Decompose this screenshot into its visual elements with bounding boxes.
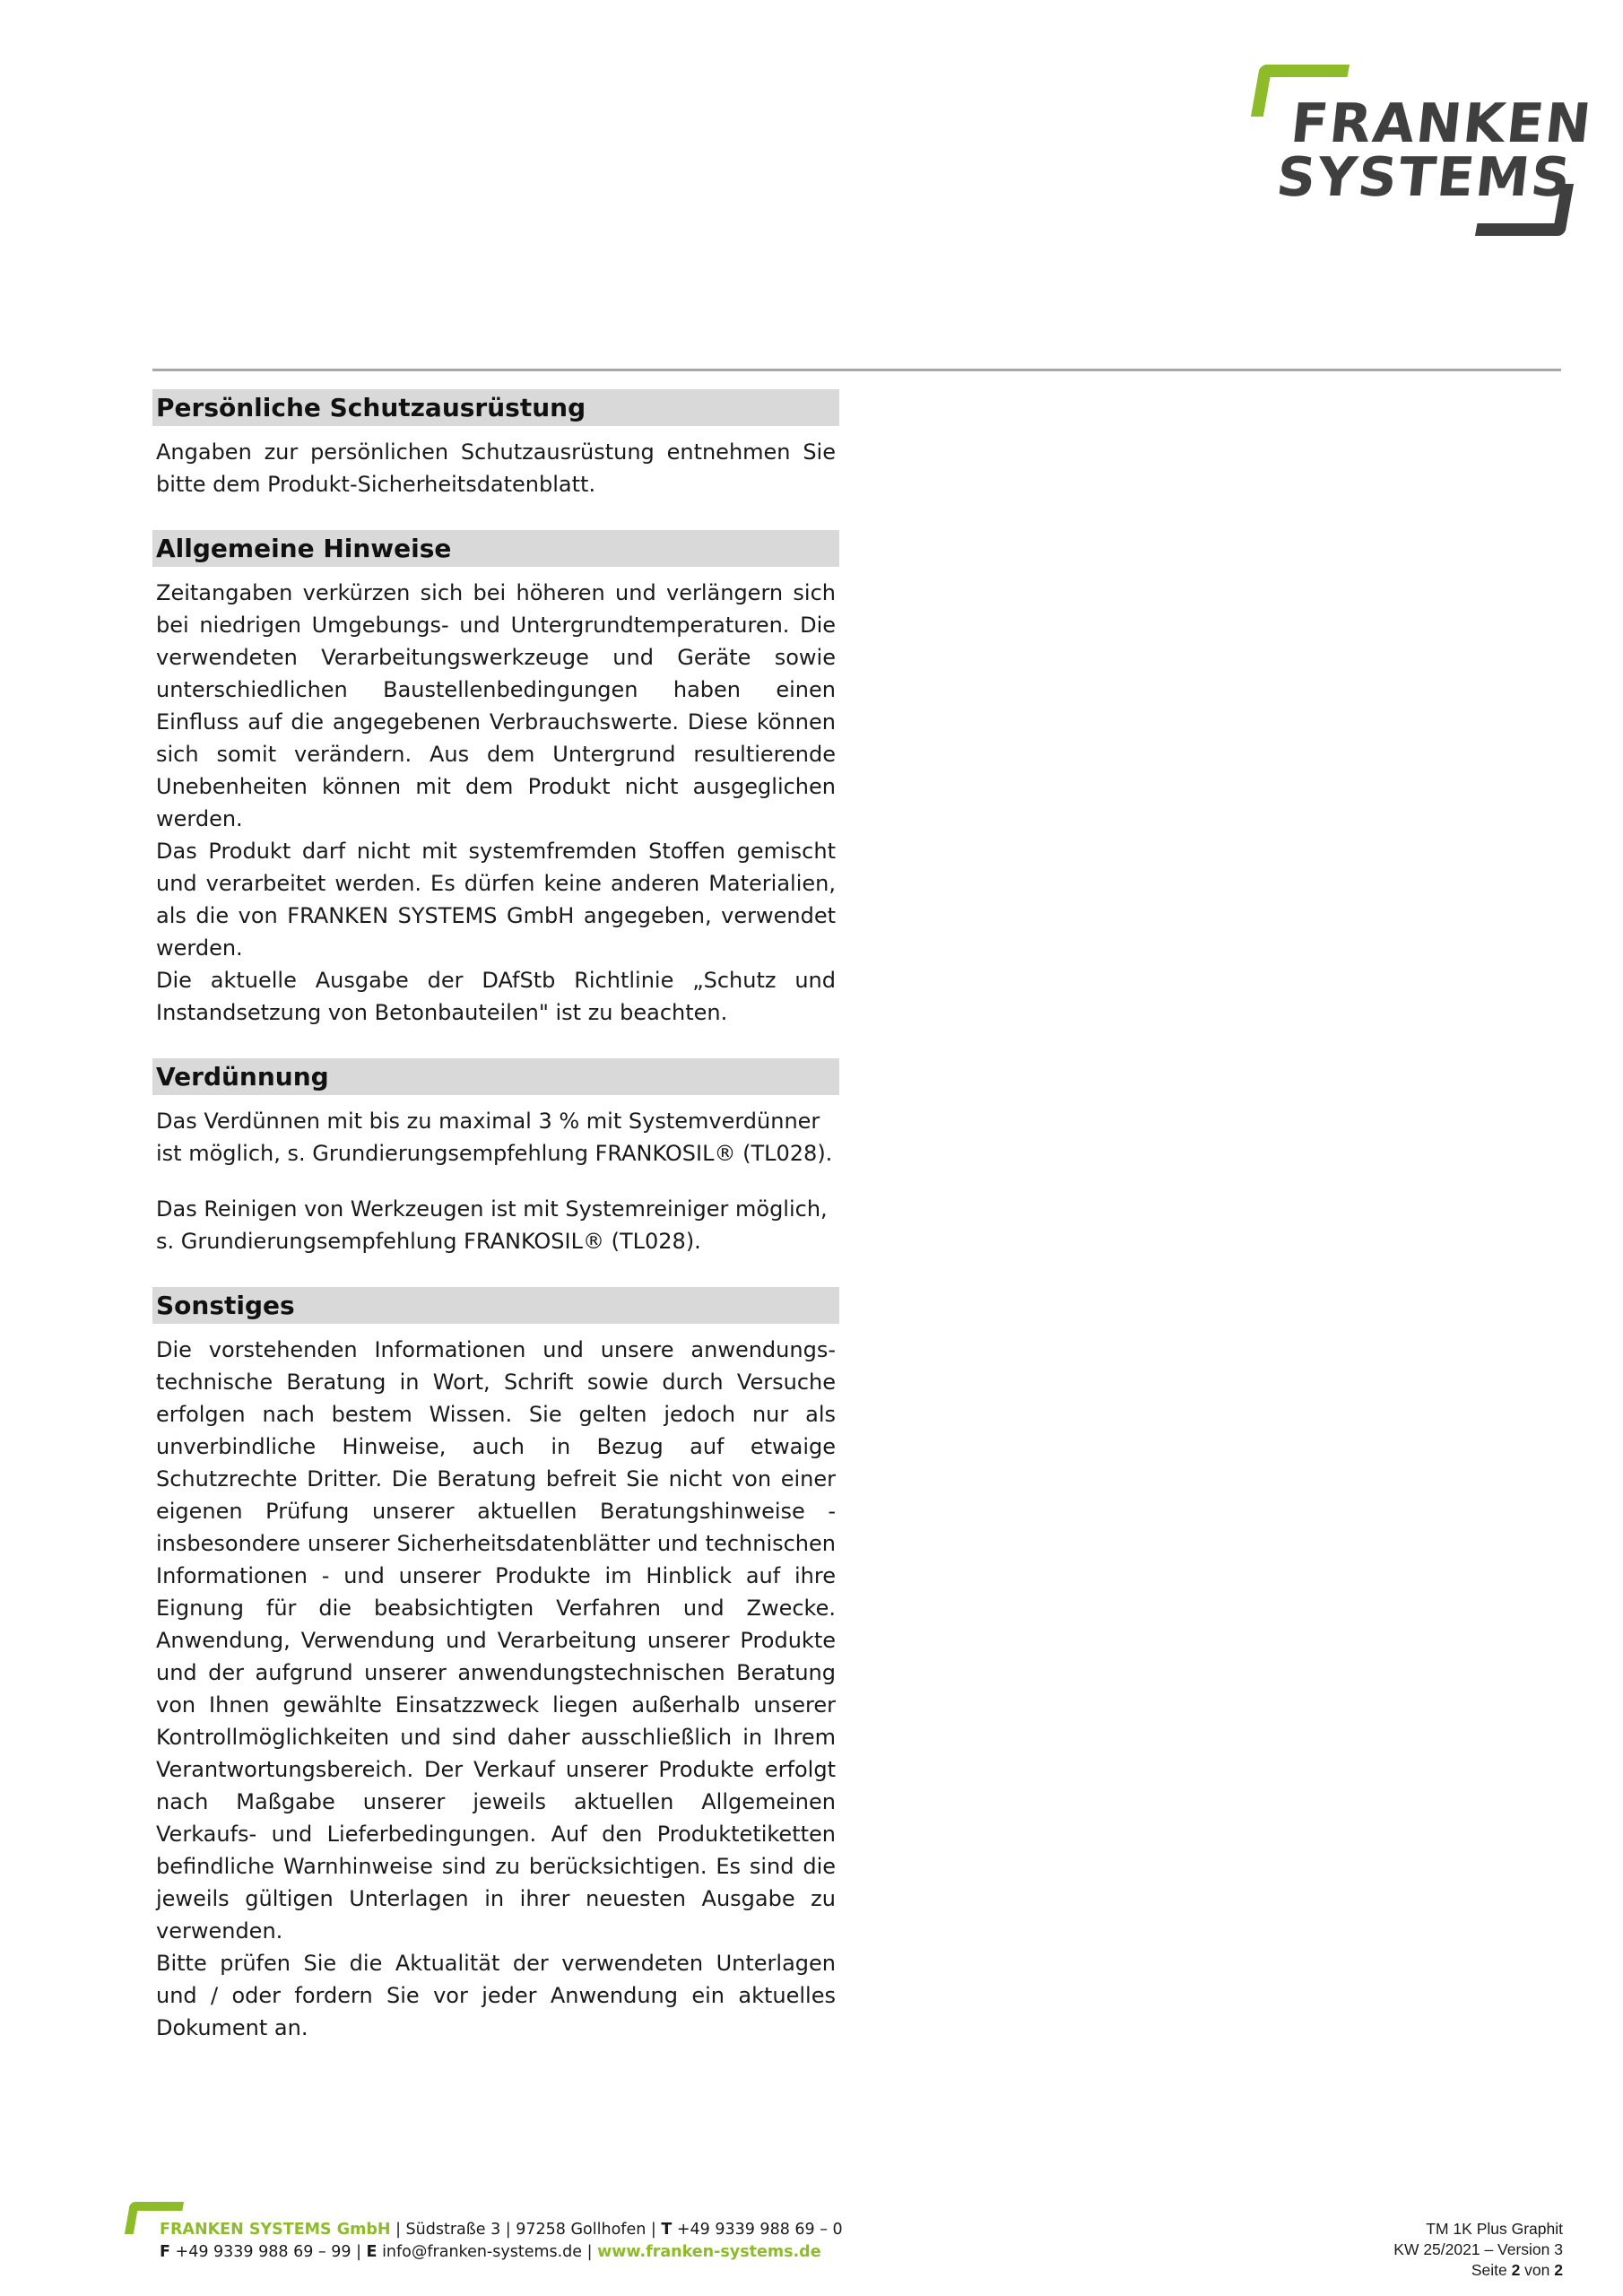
footer-line-1 xyxy=(160,2219,843,2241)
footer-document-info xyxy=(1393,2219,1563,2281)
section-paragraph: Das Verdünnen mit bis zu maximal 3 % mit Systemverdünner ist möglich, s. Grundierungsempfehlung FRANKOSIL® (TL028). xyxy=(156,1109,833,1166)
section-paragraph: Die aktuelle Ausgabe der DAfStb Richtlinie „Schutz und Instandsetzung von Betonbauteilen" ist zu beachten. xyxy=(156,968,836,1025)
paragraph-spacer xyxy=(152,1170,839,1193)
logo-text-line1: FRANKEN xyxy=(1288,92,1596,155)
document-body xyxy=(152,389,839,2044)
footer-line-2 xyxy=(160,2241,843,2264)
page-mid: von xyxy=(1520,2261,1555,2279)
footer-website-link[interactable]: www.franken-systems.de xyxy=(597,2243,821,2261)
section-paragraph: Angaben zur persönlichen Schutzausrüstung entnehmen Sie bitte dem Produkt-Sicherheitsdatenblatt. xyxy=(156,439,836,497)
logo-text-line2: SYSTEMS xyxy=(1273,146,1575,209)
footer-phone-label: T xyxy=(661,2221,673,2239)
footer-phone: +49 9339 988 69 – 0 xyxy=(672,2221,843,2239)
footer-page-number xyxy=(1393,2260,1563,2281)
footer-email-label: E xyxy=(366,2243,378,2261)
section-paragraph: Die vorstehenden Informationen und unsere anwendungstechnische Beratung in Wort, Schrift sowie durch Versuche erfolgen nach bestem Wissen. Sie gelten jedoch nur als unverbindliche Hinweise, auch in Bezug auf etwaige Schutzrechte Dritter. Die Beratung befreit Sie nicht von einer eigenen Prüfung unserer aktuellen Beratungshinweise - insbesondere unserer Sicherheitsdatenblätter und technischen Informationen - und unserer Produkte im Hinblick auf ihre Eignung für die beabsichtigten Verfahren und Zwecke. Anwendung, Verwendung und Verarbeitung unserer Produkte und der aufgrund unserer anwendungstechnischen Beratung von Ihnen gewählte Einsatzzweck liegen außerhalb unserer Kontrollmöglichkeiten und sind daher ausschließlich in Ihrem Verantwortungsbereich. Der Verkauf unserer Produkte erfolgt nach Maßgabe unserer jeweils aktuellen Allgemeinen Verkaufs- und Lieferbedingungen. Auf den Produktetiketten befindliche Warnhinweise sind zu berücksichtigen. Es sind die jeweils gültigen Unterlagen in ihrer neuesten Ausgabe zu verwenden. xyxy=(156,1337,836,1944)
section-paragraph: Zeitangaben verkürzen sich bei höheren und verlängern sich bei niedrigen Umgebungs- und Untergrundtemperaturen. Die verwendeten Verarbeitungswerkzeuge und Geräte sowie unterschiedlichen Baustellenbedingungen haben einen Einfluss auf die angegebenen Verbrauchswerte. Diese können sich somit verändern. Aus dem Untergrund resultierende Unebenheiten können mit dem Produkt nicht ausgeglichen werden. xyxy=(156,580,836,831)
footer-fax: +49 9339 988 69 – 99 | xyxy=(169,2243,367,2261)
footer-email-link[interactable]: info@franken-systems.de | xyxy=(377,2243,598,2261)
page-total: 2 xyxy=(1554,2261,1563,2279)
footer-product-name: TM 1K Plus Graphit xyxy=(1426,2220,1563,2238)
page-current: 2 xyxy=(1511,2261,1521,2279)
footer-version: KW 25/2021 – Version 3 xyxy=(1393,2240,1563,2258)
section-heading: Allgemeine Hinweise xyxy=(152,530,839,567)
company-logo xyxy=(1246,63,1596,242)
header-divider xyxy=(152,369,1561,371)
section-heading: Verdünnung xyxy=(152,1058,839,1095)
section-heading: Persönliche Schutzausrüstung xyxy=(152,389,839,426)
section-schutzausruestung xyxy=(152,389,839,500)
footer-fax-label: F xyxy=(160,2243,170,2261)
page-prefix: Seite xyxy=(1471,2261,1512,2279)
section-heading: Sonstiges xyxy=(152,1287,839,1324)
footer-address: | Südstraße 3 | 97258 Gollhofen | xyxy=(390,2221,662,2239)
section-sonstiges xyxy=(152,1287,839,2044)
section-verduennung xyxy=(152,1058,839,1257)
footer-contact xyxy=(160,2219,843,2264)
footer-company: FRANKEN SYSTEMS GmbH xyxy=(160,2221,391,2239)
section-paragraph: Das Produkt darf nicht mit systemfremden Stoffen gemischt und verarbeitet werden. Es dürfen keine anderen Materialien, als die von FRANKEN SYSTEMS GmbH angegeben, verwendet werden. xyxy=(156,839,836,961)
logo-gray-corner xyxy=(1475,184,1574,236)
section-paragraph: Das Reinigen von Werkzeugen ist mit Systemreiniger möglich, s. Grundierungsempfehlung FRANKOSIL® (TL028). xyxy=(156,1196,828,1254)
section-paragraph: Bitte prüfen Sie die Aktualität der verwendeten Unterlagen und / oder fordern Sie vor jeder Anwendung ein aktuelles Dokument an. xyxy=(156,1951,836,2040)
section-allgemeine-hinweise xyxy=(152,530,839,1029)
